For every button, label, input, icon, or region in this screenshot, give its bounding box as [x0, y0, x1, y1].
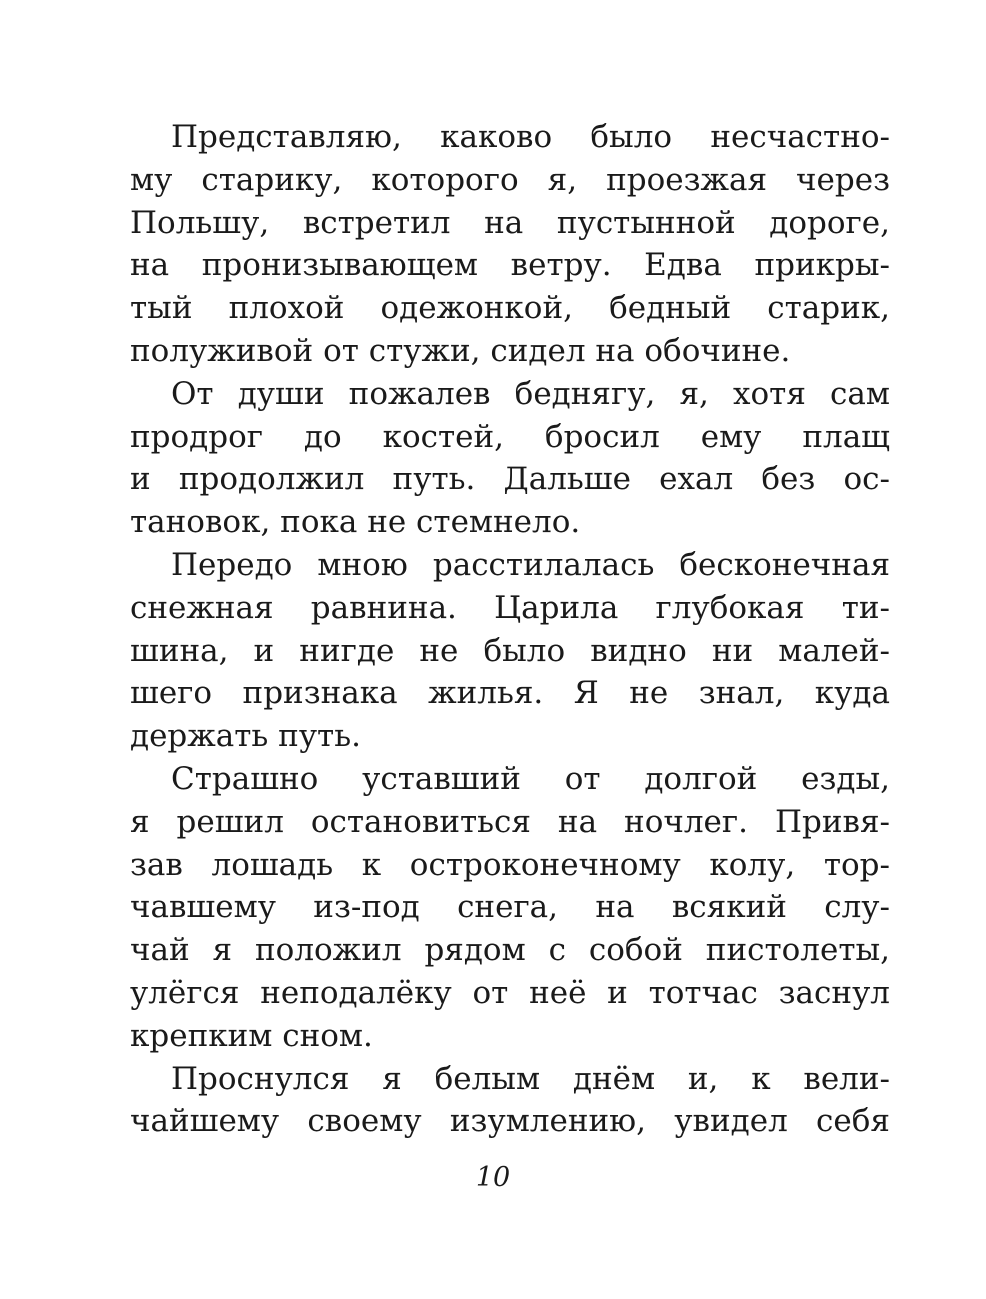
text-line: держать путь.	[130, 718, 361, 755]
paragraph-5	[130, 1058, 890, 1144]
text-line: Польшу, встретил на пустынной дороге,	[130, 204, 890, 241]
paragraph-2	[130, 373, 890, 544]
text-line: От души пожалев беднягу, я, хотя сам	[171, 375, 890, 412]
paragraph-1	[130, 116, 890, 373]
text-line: зав лошадь к остроконечному колу, тор-	[130, 846, 890, 883]
text-line: полуживой от стужи, сидел на обочине.	[130, 332, 791, 369]
text-line: и продолжил путь. Дальше ехал без ос-	[130, 461, 890, 498]
text-line: улёгся неподалёку от неё и тотчас заснул	[130, 974, 890, 1011]
text-line: крепким сном.	[130, 1017, 373, 1054]
text-line: Проснулся я белым днём и, к вели-	[171, 1060, 890, 1097]
body-text	[130, 116, 890, 1143]
text-line: Представляю, каково было несчастно-	[171, 119, 890, 155]
text-line: Передо мною расстилалась бесконечная	[171, 546, 890, 583]
paragraph-4	[130, 758, 890, 1058]
text-line: на пронизывающем ветру. Едва прикры-	[130, 247, 890, 284]
text-line: тановок, пока не стемнело.	[130, 504, 581, 541]
text-line: шина, и нигде не было видно ни малей-	[130, 632, 890, 669]
text-line: шего признака жилья. Я не знал, куда	[130, 675, 890, 712]
text-line: продрог до костей, бросил ему плащ	[130, 418, 890, 455]
text-line: чай я положил рядом с собой пистолеты,	[130, 932, 890, 969]
text-line: му старику, которого я, проезжая через	[130, 161, 890, 198]
text-line: чайшему своему изумлению, увидел себя	[130, 1103, 890, 1140]
text-line: Страшно уставший от долгой езды,	[171, 760, 890, 797]
page-number: 10	[475, 1162, 511, 1193]
paragraph-3	[130, 544, 890, 758]
text-line: тый плохой одежонкой, бедный старик,	[130, 290, 890, 327]
text-line: чавшему из-под снега, на всякий слу-	[130, 889, 890, 926]
text-line: я решил остановиться на ночлег. Привя-	[130, 803, 890, 840]
text-line: снежная равнина. Царила глубокая ти-	[130, 589, 890, 626]
